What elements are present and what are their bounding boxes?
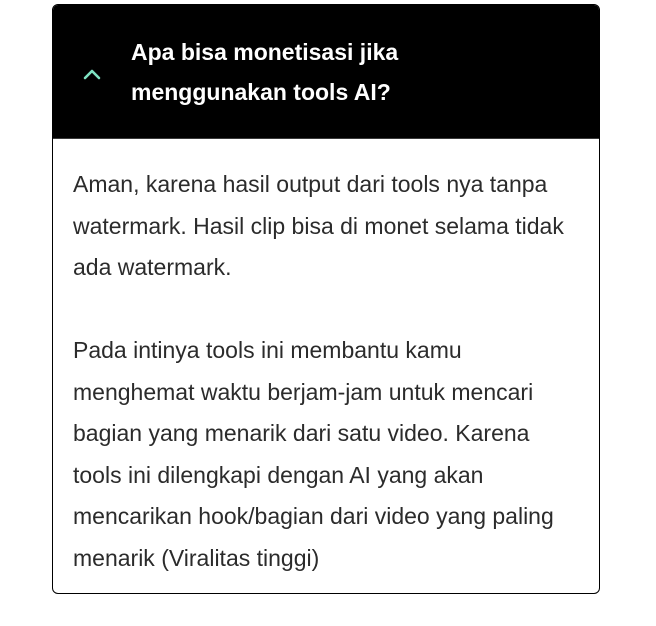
chevron-up-icon[interactable] bbox=[53, 64, 131, 80]
faq-answer-paragraph: Pada intinya tools ini membantu kamu menghemat waktu berjam-jam untuk mencari bagian yang menarik dari satu video. Karena tools ini dilengkapi dengan AI yang akan mencarikan hook/bagian dari video yang paling menarik (Viralitas tinggi) bbox=[73, 337, 554, 571]
faq-answer-paragraph: Aman, karena hasil output dari tools nya tanpa watermark. Hasil clip bisa di monet selama tidak ada watermark. bbox=[73, 171, 564, 280]
faq-answer-panel bbox=[53, 139, 599, 579]
faq-question-text: Apa bisa monetisasi jika menggunakan tools AI? bbox=[131, 38, 399, 105]
faq-accordion-item bbox=[52, 4, 600, 594]
faq-question-toggle[interactable] bbox=[53, 5, 599, 139]
